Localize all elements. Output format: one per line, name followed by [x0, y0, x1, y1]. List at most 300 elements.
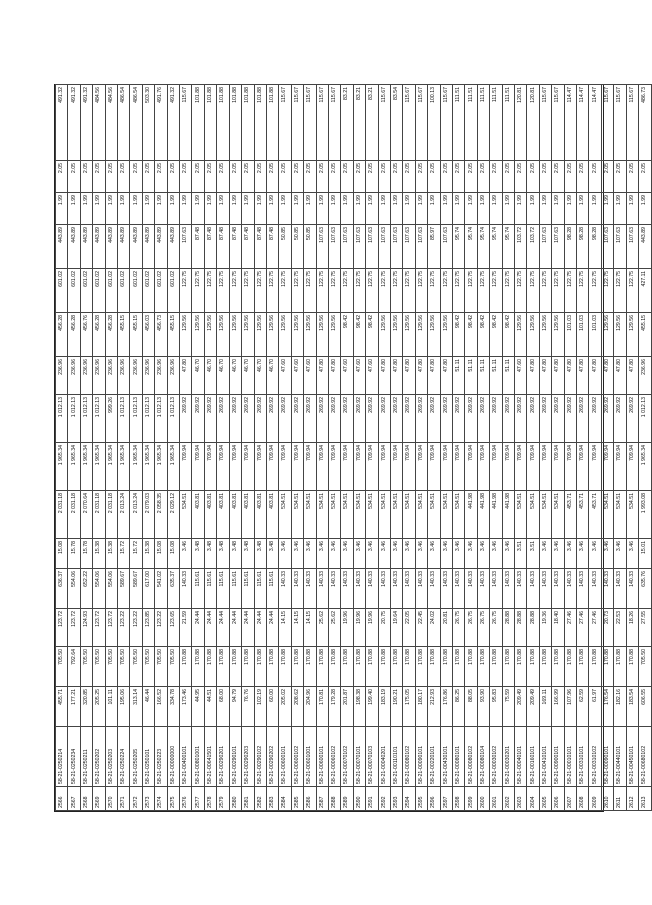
code-cell: 58-21-0250203	[105, 727, 117, 787]
value-cell: 129.56	[279, 313, 291, 357]
row-number-cell: 2611	[614, 787, 626, 811]
value-cell: 534.51	[304, 491, 316, 539]
value-cell: 115.67	[328, 85, 340, 161]
value-cell: 83.21	[341, 85, 353, 161]
row-number-cell: 2582	[254, 787, 266, 811]
value-cell: 486.54	[130, 85, 142, 161]
value-cell: 1.99	[440, 193, 452, 225]
value-cell: 709.94	[366, 443, 378, 491]
value-cell: 455.15	[130, 313, 142, 357]
value-cell: 1.99	[453, 193, 465, 225]
value-cell: 541.02	[155, 569, 167, 609]
value-cell: 98.28	[589, 225, 601, 269]
table-row	[440, 85, 452, 811]
value-cell: 269.92	[266, 395, 278, 443]
value-cell: 122.75	[415, 269, 427, 313]
value-cell: 2.05	[266, 161, 278, 193]
table-row	[80, 85, 92, 811]
value-cell: 101.88	[229, 85, 241, 161]
value-cell: 705.50	[80, 647, 92, 687]
value-cell: 107.63	[403, 225, 415, 269]
value-cell: 60.00	[266, 687, 278, 727]
value-cell: 484.56	[105, 85, 117, 161]
value-cell: 46.44	[142, 687, 154, 727]
value-cell: 85.97	[428, 225, 440, 269]
value-cell: 198.38	[353, 687, 365, 727]
value-cell: 709.94	[577, 443, 589, 491]
value-cell: 2.05	[204, 161, 216, 193]
table-row	[180, 85, 192, 811]
value-cell: 170.88	[279, 647, 291, 687]
value-cell: 140.33	[564, 569, 576, 609]
table-row	[192, 85, 204, 811]
value-cell: 534.51	[428, 491, 440, 539]
value-cell: 534.51	[440, 491, 452, 539]
value-cell: 50.85	[279, 225, 291, 269]
value-cell: 1.99	[527, 193, 539, 225]
value-cell: 2.05	[229, 161, 241, 193]
value-cell: 170.88	[440, 647, 452, 687]
value-cell: 170.88	[626, 647, 638, 687]
value-cell: 636.37	[56, 569, 68, 609]
value-cell: 47.80	[539, 357, 551, 395]
value-cell: 709.94	[353, 443, 365, 491]
value-cell: 1.99	[366, 193, 378, 225]
value-cell: 1.99	[378, 193, 390, 225]
value-cell: 107.63	[341, 225, 353, 269]
value-cell: 2.05	[564, 161, 576, 193]
value-cell: 2 031.18	[68, 491, 80, 539]
code-cell: 58-21-00400101	[180, 727, 192, 787]
value-cell: 709.94	[490, 443, 502, 491]
value-cell: 28.88	[502, 609, 514, 647]
value-cell: 76.76	[242, 687, 254, 727]
value-cell: 24.44	[242, 609, 254, 647]
value-cell: 2.05	[465, 161, 477, 193]
value-cell: 534.51	[527, 491, 539, 539]
value-cell: 1.99	[142, 193, 154, 225]
value-cell: 3.48	[192, 539, 204, 569]
value-cell: 88.05	[465, 687, 477, 727]
value-cell: 1.99	[390, 193, 402, 225]
value-cell: 2 031.18	[93, 491, 105, 539]
value-cell: 140.33	[577, 569, 589, 609]
value-cell: 205.25	[93, 687, 105, 727]
value-cell: 47.80	[614, 357, 626, 395]
value-cell: 3.46	[564, 539, 576, 569]
value-cell: 68.00	[217, 687, 229, 727]
code-cell: 58-21-0250224	[118, 727, 130, 787]
value-cell: 486.73	[639, 85, 651, 161]
value-cell: 129.56	[552, 313, 564, 357]
value-cell: 269.92	[378, 395, 390, 443]
value-cell: 443.89	[93, 225, 105, 269]
value-cell: 3.46	[490, 539, 502, 569]
value-cell: 441.98	[490, 491, 502, 539]
value-cell: 3.46	[403, 539, 415, 569]
value-cell: 2.05	[105, 161, 117, 193]
value-cell: 269.92	[577, 395, 589, 443]
value-cell: 176.54	[601, 687, 613, 727]
table-row	[130, 85, 142, 811]
value-cell: 313.14	[130, 687, 142, 727]
value-cell: 166.99	[552, 687, 564, 727]
value-cell: 170.88	[242, 647, 254, 687]
value-cell: 1.99	[564, 193, 576, 225]
code-cell: 58-21-0250214	[56, 727, 68, 787]
value-cell: 1.99	[155, 193, 167, 225]
value-cell: 122.75	[366, 269, 378, 313]
value-cell: 269.92	[279, 395, 291, 443]
value-cell: 129.56	[304, 313, 316, 357]
value-cell: 100.13	[428, 85, 440, 161]
value-cell: 182.16	[614, 687, 626, 727]
value-cell: 403.81	[204, 491, 216, 539]
value-cell: 269.92	[180, 395, 192, 443]
value-cell: 534.51	[601, 491, 613, 539]
value-cell: 269.92	[527, 395, 539, 443]
value-cell: 101.88	[217, 85, 229, 161]
value-cell: 47.80	[552, 357, 564, 395]
table-row	[68, 85, 80, 811]
value-cell: 122.75	[192, 269, 204, 313]
value-cell: 122.75	[614, 269, 626, 313]
value-cell: 709.94	[378, 443, 390, 491]
code-cell: 58-21-00060102	[328, 727, 340, 787]
row-number-cell: 2568	[80, 787, 92, 811]
value-cell: 1.99	[291, 193, 303, 225]
value-cell: 2.05	[415, 161, 427, 193]
code-cell: 58-21-00600101	[279, 727, 291, 787]
value-cell: 115.67	[415, 85, 427, 161]
value-cell: 140.33	[490, 569, 502, 609]
value-cell: 491.32	[80, 85, 92, 161]
table-row	[539, 85, 551, 811]
value-cell: 455.15	[167, 313, 179, 357]
value-cell: 2.05	[180, 161, 192, 193]
value-cell: 2.05	[515, 161, 527, 193]
value-cell: 269.92	[539, 395, 551, 443]
value-cell: 176.86	[440, 687, 452, 727]
value-cell: 140.33	[515, 569, 527, 609]
value-cell: 2.05	[316, 161, 328, 193]
value-cell: 140.33	[353, 569, 365, 609]
value-cell: 170.88	[229, 647, 241, 687]
value-cell: 443.89	[142, 225, 154, 269]
row-number-cell: 2606	[552, 787, 564, 811]
code-cell: 58-21-00030102	[490, 727, 502, 787]
value-cell: 140.33	[601, 569, 613, 609]
value-cell: 705.50	[93, 647, 105, 687]
value-cell: 166.52	[155, 687, 167, 727]
value-cell: 140.33	[403, 569, 415, 609]
code-cell: 58-21-00080101	[453, 727, 465, 787]
table-row	[366, 85, 378, 811]
value-cell: 269.92	[589, 395, 601, 443]
value-cell: 652.22	[80, 569, 92, 609]
table-row	[229, 85, 241, 811]
value-cell: 2.05	[328, 161, 340, 193]
value-cell: 140.33	[316, 569, 328, 609]
row-number-cell: 2587	[316, 787, 328, 811]
value-cell: 2.05	[167, 161, 179, 193]
value-cell: 2.05	[80, 161, 92, 193]
value-cell: 129.56	[180, 313, 192, 357]
value-cell: 47.60	[366, 357, 378, 395]
value-cell: 443.89	[130, 225, 142, 269]
value-cell: 93.90	[477, 687, 489, 727]
value-cell: 170.88	[477, 647, 489, 687]
value-cell: 102.19	[254, 687, 266, 727]
code-cell: 58-21-00680102	[639, 727, 651, 787]
value-cell: 2 031.18	[56, 491, 68, 539]
value-cell: 98.42	[465, 313, 477, 357]
value-cell: 83.21	[366, 85, 378, 161]
value-cell: 122.75	[453, 269, 465, 313]
value-cell: 269.92	[477, 395, 489, 443]
value-cell: 1.99	[118, 193, 130, 225]
value-cell: 27.46	[589, 609, 601, 647]
value-cell: 709.94	[465, 443, 477, 491]
value-cell: 1.99	[80, 193, 92, 225]
value-cell: 2.05	[192, 161, 204, 193]
table-row	[341, 85, 353, 811]
value-cell: 709.94	[515, 443, 527, 491]
value-cell: 107.63	[328, 225, 340, 269]
value-cell: 24.44	[254, 609, 266, 647]
code-cell: 58-21-00290202	[266, 727, 278, 787]
value-cell: 26.75	[477, 609, 489, 647]
value-cell: 98.42	[477, 313, 489, 357]
value-cell: 3.46	[366, 539, 378, 569]
value-cell: 3.46	[614, 539, 626, 569]
value-cell: 1 965.34	[105, 443, 117, 491]
value-cell: 114.47	[564, 85, 576, 161]
value-cell: 129.56	[390, 313, 402, 357]
value-cell: 491.32	[68, 85, 80, 161]
value-cell: 129.56	[217, 313, 229, 357]
value-cell: 443.89	[167, 225, 179, 269]
value-cell: 617.00	[142, 569, 154, 609]
value-cell: 491.76	[155, 85, 167, 161]
value-cell: 101.88	[254, 85, 266, 161]
value-cell: 170.88	[341, 647, 353, 687]
value-cell: 709.94	[341, 443, 353, 491]
value-cell: 1.99	[105, 193, 117, 225]
value-cell: 170.81	[316, 687, 328, 727]
value-cell: 26.75	[465, 609, 477, 647]
value-cell: 1.99	[477, 193, 489, 225]
value-cell: 123.22	[155, 609, 167, 647]
table-row	[353, 85, 365, 811]
value-cell: 129.56	[204, 313, 216, 357]
value-cell: 122.75	[465, 269, 477, 313]
value-cell: 705.50	[167, 647, 179, 687]
table-row	[217, 85, 229, 811]
value-cell: 101.03	[589, 313, 601, 357]
code-cell: 58-21-00290102	[254, 727, 266, 787]
value-cell: 129.56	[626, 313, 638, 357]
value-cell: 129.56	[242, 313, 254, 357]
value-cell: 129.56	[403, 313, 415, 357]
value-cell: 115.67	[440, 85, 452, 161]
value-cell: 15.38	[105, 539, 117, 569]
value-cell: 140.33	[465, 569, 477, 609]
value-cell: 2 058.35	[155, 491, 167, 539]
value-cell: 44.95	[192, 687, 204, 727]
value-cell: 170.88	[515, 647, 527, 687]
row-number-cell: 2603	[515, 787, 527, 811]
value-cell: 1 965.34	[639, 443, 651, 491]
value-cell: 1.99	[539, 193, 551, 225]
row-number-cell: 2585	[291, 787, 303, 811]
value-cell: 2.05	[93, 161, 105, 193]
value-cell: 455.71	[56, 687, 68, 727]
value-cell: 456.73	[155, 313, 167, 357]
value-cell: 1 965.34	[56, 443, 68, 491]
value-cell: 705.50	[105, 647, 117, 687]
value-cell: 170.88	[217, 647, 229, 687]
value-cell: 199.40	[366, 687, 378, 727]
value-cell: 47.80	[415, 357, 427, 395]
value-cell: 2.05	[254, 161, 266, 193]
value-cell: 534.51	[614, 491, 626, 539]
value-cell: 456.28	[56, 313, 68, 357]
code-cell: 58-21-00040101	[515, 727, 527, 787]
row-number-cell: 2590	[353, 787, 365, 811]
value-cell: 123.72	[68, 609, 80, 647]
value-cell: 503.30	[142, 85, 154, 161]
value-cell: 1 965.34	[167, 443, 179, 491]
value-cell: 2.05	[502, 161, 514, 193]
value-cell: 456.76	[80, 313, 92, 357]
value-cell: 170.88	[539, 647, 551, 687]
value-cell: 534.51	[291, 491, 303, 539]
value-cell: 122.75	[502, 269, 514, 313]
row-number-cell: 2580	[229, 787, 241, 811]
row-number-cell: 2572	[130, 787, 142, 811]
code-cell: 58-21-0250101	[142, 727, 154, 787]
value-cell: 98.42	[366, 313, 378, 357]
value-cell: 705.50	[118, 647, 130, 687]
value-cell: 705.50	[155, 647, 167, 687]
value-cell: 115.61	[217, 569, 229, 609]
value-cell: 101.88	[266, 85, 278, 161]
value-cell: 47.60	[515, 357, 527, 395]
value-cell: 709.94	[328, 443, 340, 491]
value-cell: 47.60	[279, 357, 291, 395]
value-cell: 1 012.13	[80, 395, 92, 443]
value-cell: 129.56	[601, 313, 613, 357]
value-cell: 486.54	[118, 85, 130, 161]
value-cell: 2.05	[341, 161, 353, 193]
value-cell: 170.88	[601, 647, 613, 687]
value-cell: 3.46	[291, 539, 303, 569]
value-cell: 122.75	[229, 269, 241, 313]
value-cell: 1.99	[217, 193, 229, 225]
value-cell: 24.44	[204, 609, 216, 647]
value-cell: 534.51	[378, 491, 390, 539]
code-cell: 58-21-00450101	[626, 727, 638, 787]
row-number-cell: 2604	[527, 787, 539, 811]
value-cell: 3.48	[242, 539, 254, 569]
code-cell: 58-21-0250234	[68, 727, 80, 787]
value-cell: 635.76	[639, 569, 651, 609]
value-cell: 443.89	[80, 225, 92, 269]
value-cell: 2.05	[291, 161, 303, 193]
value-cell: 269.92	[254, 395, 266, 443]
table-row	[601, 85, 613, 811]
value-cell: 129.56	[254, 313, 266, 357]
value-cell: 47.80	[589, 357, 601, 395]
value-cell: 2.05	[68, 161, 80, 193]
value-cell: 170.88	[353, 647, 365, 687]
value-cell: 22.53	[614, 609, 626, 647]
row-number-cell: 2581	[242, 787, 254, 811]
value-cell: 3.46	[453, 539, 465, 569]
value-cell: 269.92	[601, 395, 613, 443]
value-cell: 170.88	[366, 647, 378, 687]
value-cell: 170.88	[403, 647, 415, 687]
value-cell: 129.56	[229, 313, 241, 357]
value-cell: 1.99	[465, 193, 477, 225]
table-row	[93, 85, 105, 811]
value-cell: 140.33	[366, 569, 378, 609]
value-cell: 589.67	[118, 569, 130, 609]
value-cell: 709.94	[552, 443, 564, 491]
value-cell: 20.73	[601, 609, 613, 647]
value-cell: 236.96	[80, 357, 92, 395]
value-cell: 87.48	[242, 225, 254, 269]
value-cell: 3.48	[229, 539, 241, 569]
value-cell: 28.88	[527, 609, 539, 647]
value-cell: 170.88	[552, 647, 564, 687]
value-cell: 87.48	[229, 225, 241, 269]
value-cell: 46.70	[192, 357, 204, 395]
value-cell: 103.72	[515, 225, 527, 269]
value-cell: 236.96	[68, 357, 80, 395]
value-cell: 3.46	[390, 539, 402, 569]
value-cell: 170.88	[453, 647, 465, 687]
value-cell: 236.96	[167, 357, 179, 395]
value-cell: 98.28	[564, 225, 576, 269]
table-row	[515, 85, 527, 811]
value-cell: 1.99	[639, 193, 651, 225]
value-cell: 115.67	[552, 85, 564, 161]
value-cell: 534.51	[415, 491, 427, 539]
value-cell: 236.96	[142, 357, 154, 395]
value-cell: 269.92	[229, 395, 241, 443]
value-cell: 1 965.34	[68, 443, 80, 491]
value-cell: 3.48	[254, 539, 266, 569]
value-cell: 1.99	[204, 193, 216, 225]
value-cell: 709.94	[229, 443, 241, 491]
code-cell: 58-21-00310101	[577, 727, 589, 787]
value-cell: 50.85	[291, 225, 303, 269]
value-cell: 115.61	[229, 569, 241, 609]
value-cell: 47.80	[180, 357, 192, 395]
row-number-cell: 2593	[390, 787, 402, 811]
value-cell: 3.51	[515, 539, 527, 569]
rotated-table-container	[55, 85, 648, 811]
table-row	[105, 85, 117, 811]
value-cell: 236.96	[56, 357, 68, 395]
table-row	[552, 85, 564, 811]
value-cell: 534.51	[453, 491, 465, 539]
row-number-cell: 2589	[341, 787, 353, 811]
value-cell: 2.05	[279, 161, 291, 193]
value-cell: 115.67	[614, 85, 626, 161]
